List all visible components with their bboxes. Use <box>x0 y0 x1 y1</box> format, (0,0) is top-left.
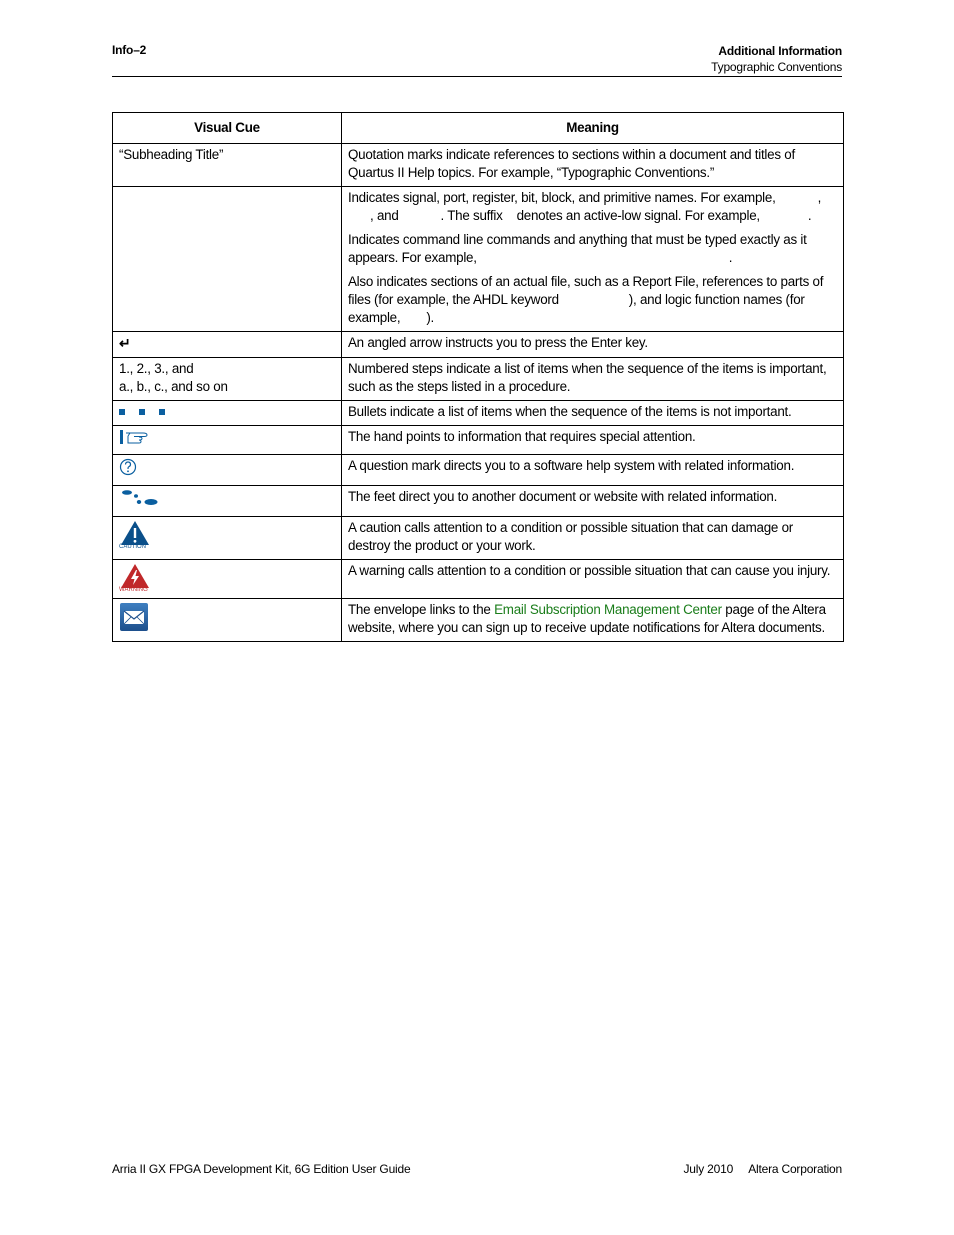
meaning-feet: The feet direct you to another document or website with related information. <box>342 486 844 517</box>
code-text: , and <box>370 208 399 223</box>
cue-code <box>113 187 342 332</box>
code-text: Indicates command line commands and anything that must be typed exactly as it appears. For example, <box>348 232 807 265</box>
table-row <box>113 455 844 486</box>
table-header-row <box>113 113 844 144</box>
meaning-bullets: Bullets indicate a list of items when the sequence of the items is not important. <box>342 401 844 426</box>
enter-arrow-icon: ↵ <box>119 335 131 351</box>
table-row <box>113 358 844 401</box>
email-subscription-link[interactable]: Email Subscription Management Center <box>494 602 722 617</box>
meaning-envelope <box>342 599 844 642</box>
code-text: . The suffix <box>440 208 503 223</box>
cue-envelope <box>113 599 342 642</box>
footer-date: July 2010 <box>683 1162 734 1176</box>
table-row <box>113 426 844 455</box>
meaning-subheading: Quotation marks indicate references to sections within a document and titles of Quartus II Help topics. For example, “Typographic Conventions.” <box>342 144 844 187</box>
meaning-question: A question mark directs you to a software help system with related information. <box>342 455 844 486</box>
code-paragraph-1 <box>348 189 837 225</box>
typographic-conventions-table <box>112 112 844 642</box>
section-title: Additional Information <box>718 44 842 58</box>
footprints-icon <box>119 489 159 507</box>
cue-subheading: “Subheading Title” <box>113 144 342 187</box>
table-row <box>113 517 844 560</box>
numbered-cue-line: 1., 2., 3., and <box>119 361 194 376</box>
meaning-numbered: Numbered steps indicate a list of items when the sequence of the items is important, such as the steps listed in a procedure. <box>342 358 844 401</box>
cue-caution <box>113 517 342 560</box>
meaning-code <box>342 187 844 332</box>
code-text: Indicates signal, port, register, bit, block, and primitive names. For example, <box>348 190 776 205</box>
meaning-enter: An angled arrow instructs you to press the Enter key. <box>342 332 844 358</box>
table-row <box>113 187 844 332</box>
header-rule <box>112 76 842 77</box>
envelope-text: The envelope links to the <box>348 602 491 617</box>
pointing-hand-icon <box>119 429 151 445</box>
code-paragraph-3 <box>348 273 837 327</box>
code-text: . <box>807 208 812 223</box>
code-text: ), and logic function names (for example, <box>348 292 805 325</box>
cue-numbered <box>113 358 342 401</box>
meaning-caution: A caution calls attention to a condition or possible situation that can damage or destroy the product or your work. <box>342 517 844 560</box>
cue-enter <box>113 332 342 358</box>
footer-right <box>671 1162 842 1176</box>
footer-doc-title: Arria II GX FPGA Development Kit, 6G Edition User Guide <box>112 1162 411 1176</box>
table-row <box>113 486 844 517</box>
subsection-title: Typographic Conventions <box>711 60 842 74</box>
table-row <box>113 332 844 358</box>
page-label: Info–2 <box>112 43 147 57</box>
envelope-text: page of the Altera website, where you can sign up to receive update notifications for Altera documents. <box>348 602 826 635</box>
table-row <box>113 144 844 187</box>
question-mark-icon <box>119 458 137 476</box>
visual-cue-header: Visual Cue <box>113 113 342 144</box>
meaning-warning: A warning calls attention to a condition or possible situation that can cause you injury. <box>342 560 844 599</box>
caution-triangle-icon <box>119 520 151 546</box>
caution-label: CAUTION <box>119 544 146 550</box>
code-text: denotes an active-low signal. For example, <box>516 208 760 223</box>
warning-label: WARNING <box>119 587 148 593</box>
meaning-header: Meaning <box>342 113 844 144</box>
numbered-cue-line: a., b., c., and so on <box>119 379 228 394</box>
cue-question <box>113 455 342 486</box>
code-text: Also indicates sections of an actual file, such as a Report File, references to parts of files (for example, the AHDL keyword <box>348 274 824 307</box>
table-row <box>113 401 844 426</box>
warning-triangle-icon <box>119 563 151 589</box>
code-text: . <box>728 250 733 265</box>
cue-hand <box>113 426 342 455</box>
code-text: ). <box>426 310 435 325</box>
running-header <box>711 43 842 75</box>
bullet-square-icon <box>139 409 145 415</box>
envelope-icon <box>119 602 149 632</box>
meaning-hand: The hand points to information that requires special attention. <box>342 426 844 455</box>
table-row <box>113 560 844 599</box>
code-text: , <box>817 190 822 205</box>
cue-warning <box>113 560 342 599</box>
footer-company: Altera Corporation <box>748 1162 842 1176</box>
cue-bullets <box>113 401 342 426</box>
cue-feet <box>113 486 342 517</box>
code-paragraph-2 <box>348 231 837 267</box>
table-row <box>113 599 844 642</box>
bullet-square-icon <box>119 409 125 415</box>
bullet-square-icon <box>159 409 165 415</box>
